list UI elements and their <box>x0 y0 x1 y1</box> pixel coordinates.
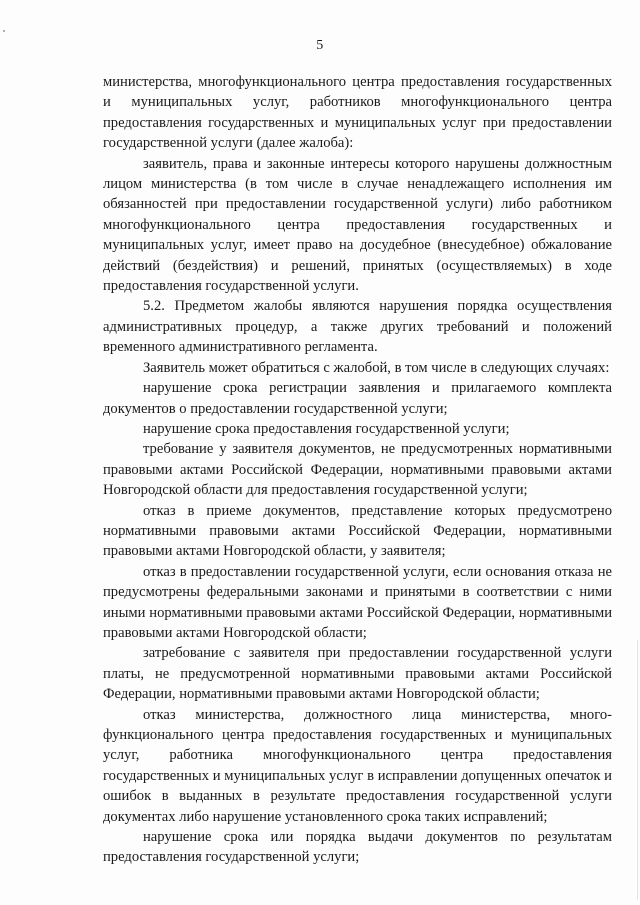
list-item-extra-documents: требование у заявителя документов, не предусмотренных нормативными правовыми актами Российской Федерации, нормативными правовыми актами Новгородской области для предоставления государственной услуги; <box>103 441 612 499</box>
scan-edge-shadow <box>637 640 638 900</box>
list-item-issuance-violation: нарушение срока или порядка выдачи документов по результатам предоставления государственной услуги; <box>103 829 612 866</box>
list-item-document-refusal: отказ в приеме документов, представление которых предусмотрено нормативными правовыми актами Российской Федерации, нормативными правовыми актами Новгородской области, у заявителя; <box>103 502 612 560</box>
paragraph-applicant-rights: заявитель, права и законные интересы которого нарушены должностным лицом министерства (в том числе в случае ненадлежащего исполнения им обязанностей при предоставлении государственной услуги) либо работником многофункционального центра предоставления государственных и муниципальных услуг, имеет право на досудебное (внесудебное) обжалование действий (бездействия) и решений, принятых (осуществляемых) в ходе предоставления государственной услуги. <box>103 155 612 295</box>
list-item-service-deadline: нарушение срока предоставления государственной услуги; <box>143 420 510 437</box>
paragraph-section-5-2: 5.2. Предметом жалобы являются нарушения порядка осуществления административных процедур, а также других требований и положений временного административного регламента. <box>103 298 612 356</box>
paragraph-cases-intro: Заявитель может обратиться с жалобой, в том числе в следующих случаях: <box>143 359 610 376</box>
scan-speck <box>3 30 5 32</box>
page-number: 5 <box>316 38 324 53</box>
list-item-correction-refusal: отказ министерства, должностного лица министерства, многофункционального центра предоставления государственных и муниципальных услуг, работника многофункционального центра предоставления государственных и муниципальных услуг в исправлении допущенных опечаток и ошибок в выданных в результате предоставления государственной услуги документах либо нарушение установленного срока таких исправлений; <box>103 706 612 825</box>
list-item-service-refusal: отказ в предоставлении государственной услуги, если основания отказа не предусмотрены федеральными законами и принятыми в соответствии с ними иными нормативными правовыми актами Российской Федерации, нормативными правовыми актами Новгородской области; <box>103 563 612 641</box>
document-body <box>103 72 612 868</box>
list-item-fee-demand: затребование с заявителя при предоставлении государственной услуги платы, не предусмотренной нормативными правовыми актами Российской Федерации, нормативными правовыми актами Новгородской области; <box>103 645 612 703</box>
paragraph-complaint-intro: министерства, многофункционального центра предоставления государственных и муниципальных услуг, работников многофункционального центра предоставления государственных и муниципальных услуг при предоставлении государственной услуги (далее жалоба): <box>103 74 612 152</box>
list-item-registration-deadline: нарушение срока регистрации заявления и прилагаемого комплекта документов о предоставлении государственной услуги; <box>103 380 612 417</box>
